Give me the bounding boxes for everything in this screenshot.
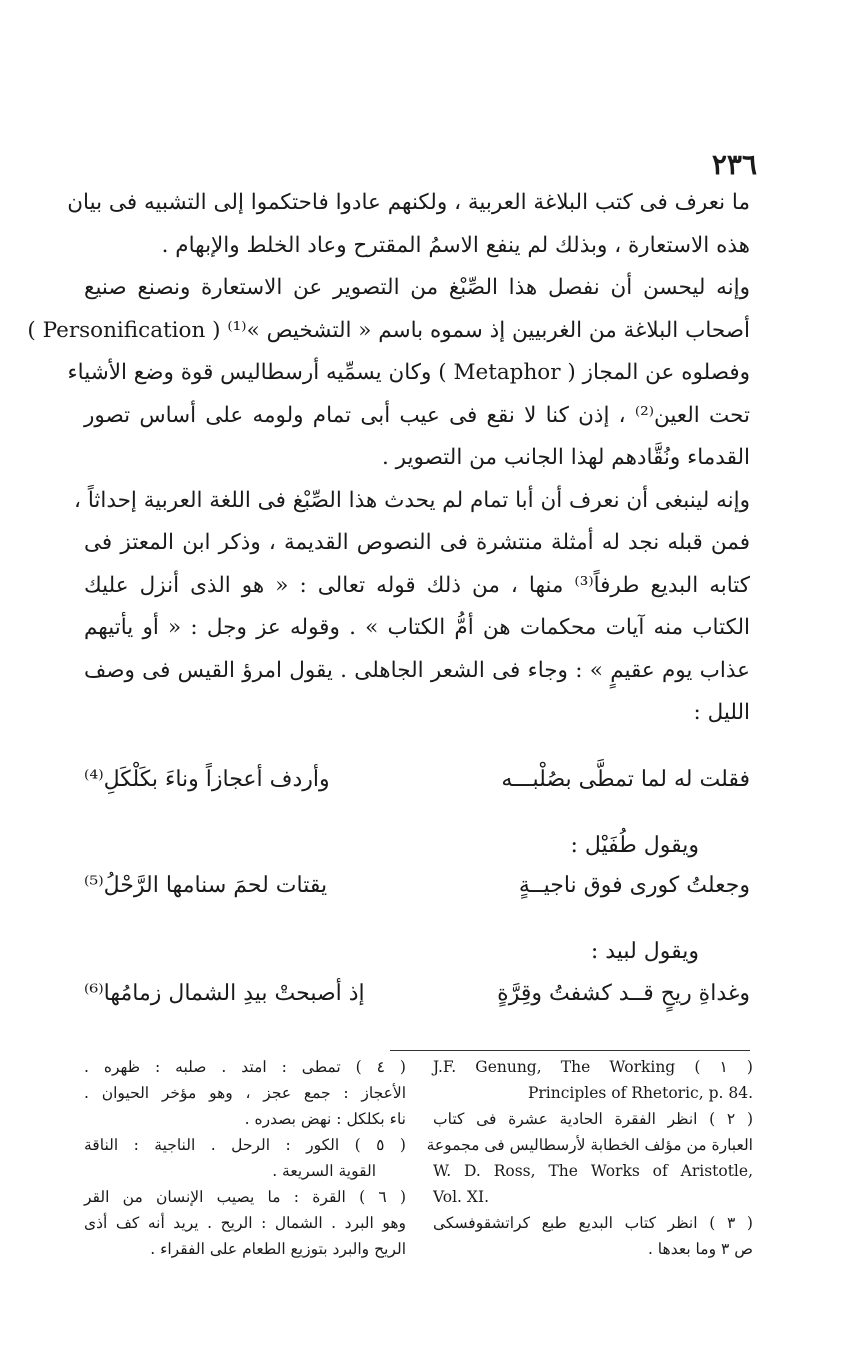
footnote-line [433, 1210, 753, 1236]
footnote-number: ( ٢ ) [709, 1110, 753, 1128]
footnote-text: ناء بكلكل : نهض بصدره . [244, 1110, 406, 1128]
footnote-line [433, 1106, 753, 1132]
footnote-text: وهو البرد . الشمال : الريح . يريد أنه كف أذى [84, 1214, 406, 1232]
footnote-line [84, 1106, 406, 1132]
footnote-line [84, 1236, 406, 1262]
footnote-line [433, 1184, 753, 1210]
footnote-text: القرة : ما يصيب الإنسان من القر [84, 1188, 346, 1206]
verse-first-hemistich: وجعلتُ كورى فوق ناجيــةٍ [518, 873, 750, 898]
footnote-number: ( ١ ) [694, 1058, 753, 1076]
footnote-line [433, 1236, 753, 1262]
footnote-number: ( ٣ ) [709, 1214, 753, 1232]
body-line: ما نعرف فى كتب البلاغة العربية ، ولكنهم عادوا فاحتكموا إلى التشبيه فى بيان [67, 190, 750, 215]
body-line: كتابه البديع طرفاً⁽³⁾ منها ، من ذلك قوله تعالى : « هو الذى أنزل عليك [84, 572, 750, 598]
footnote-text: Principles of Rhetoric, p. 84. [527, 1084, 753, 1102]
footnote-number: ( ٥ ) [354, 1136, 406, 1154]
footnote-line [84, 1080, 406, 1106]
verse-first-hemistich: وغداةِ ريحٍ قــد كشفتُ وقِرَّةٍ [497, 981, 750, 1006]
footnote-line [433, 1054, 753, 1080]
verse-intro: ويقول طُفَيْل : [570, 833, 699, 858]
body-line: عذاب يوم عقيمٍ » : وجاء فى الشعر الجاهلى . يقول امرؤ القيس فى وصف [84, 657, 750, 683]
poem-verse-2 [84, 864, 750, 908]
footnote-separator [390, 1050, 750, 1051]
verse-intro: ويقول لبيد : [590, 939, 699, 964]
footnote-line [433, 1158, 753, 1184]
footnote-text: الكور : الرحل . الناجية : الناقة [84, 1136, 340, 1154]
poem-verse-1 [84, 758, 750, 802]
body-line: الليل : [693, 700, 750, 725]
footnote-text: القوية السريعة . [272, 1162, 376, 1180]
verse-second-hemistich: إذ أصبحتْ بيدِ الشمال زمامُها⁽⁶⁾ [84, 981, 365, 1006]
footnote-number: ( ٦ ) [359, 1188, 406, 1206]
footnote-text: انظر الفقرة الحادية عشرة فى كتاب [433, 1110, 698, 1128]
footnote-text: J.F. Genung, The Working [433, 1058, 676, 1076]
footnote-line [433, 1080, 753, 1106]
footnote-text: انظر كتاب البديع طبع كراتشقوفسكى [433, 1214, 698, 1232]
body-text [27, 182, 750, 735]
body-line: فمن قبله نجد له أمثلة منتشرة فى النصوص القديمة ، وذكر ابن المعتز فى [84, 530, 750, 555]
footnote-text: الأعجاز : جمع عجز ، وهو مؤخر الحيوان . [84, 1084, 406, 1102]
footnote-line [426, 1132, 753, 1158]
footnote-text: W. D. Ross, The Works of Aristotle, [433, 1162, 753, 1180]
footnote-number: ( ٤ ) [355, 1058, 406, 1076]
body-line: وفصلوه عن المجاز ( Metaphor ) وكان يسمِّيه أرسطاليس قوة وضع الأشياء [67, 360, 750, 385]
body-line: هذه الاستعارة ، وبذلك لم ينفع الاسمُ المقترح وعاد الخلط والإبهام . [161, 232, 750, 258]
body-line: القدماء ونُقَّادهم لهذا الجانب من التصوير . [382, 445, 750, 470]
footnote-line [84, 1158, 406, 1184]
body-line: أصحاب البلاغة من الغربيين إذ سموه باسم « التشخيص »⁽¹⁾ ( Personification ) [27, 317, 750, 343]
footnotes-right-column [426, 1054, 753, 1262]
verse-second-hemistich: يقتات لحمَ سنامها الرَّحْلُ⁽⁵⁾ [84, 873, 328, 898]
body-line: وإنه لينبغى أن نعرف أن أبا تمام لم يحدث هذا الصِّبْغ فى اللغة العربية إحداثاً ، [74, 487, 750, 513]
poem-verse-3 [84, 972, 750, 1016]
body-line: الكتاب منه آيات محكمات هن أمُّ الكتاب » . وقوله عز وجل : « أو يأتيهم [84, 615, 750, 640]
footnotes-left-column [84, 1054, 406, 1262]
footnote-text: العبارة من مؤلف الخطابة لأرسطاليس فى مجموعة [426, 1136, 753, 1154]
footnote-text: الريح والبرد بتوزيع الطعام على الفقراء . [150, 1240, 406, 1258]
footnote-text: Vol. XI. [433, 1188, 489, 1206]
footnote-line [84, 1210, 406, 1236]
page-number: ٢٣٦ [711, 148, 757, 181]
footnote-text: تمطى : امتد . صلبه : ظهره . [84, 1058, 341, 1076]
footnote-line [84, 1132, 406, 1158]
body-line: وإنه ليحسن أن نفصل هذا الصِّبْغ من التصوير عن الاستعارة ونصنع صنيع [84, 275, 750, 300]
footnote-line [84, 1054, 406, 1080]
verse-first-hemistich: فقلت له لما تمطَّى بصُلْبـــه [501, 767, 750, 792]
footnote-line [84, 1184, 406, 1210]
footnote-text: ص ٣ وما بعدها . [647, 1240, 753, 1258]
verse-second-hemistich: وأردف أعجازاً وناءَ بكَلْكَلِ⁽⁴⁾ [84, 767, 330, 792]
body-line: تحت العين⁽²⁾ ، إذن كنا لا نقع فى عيب أبى تمام ولومه على أساس تصور [84, 402, 750, 428]
